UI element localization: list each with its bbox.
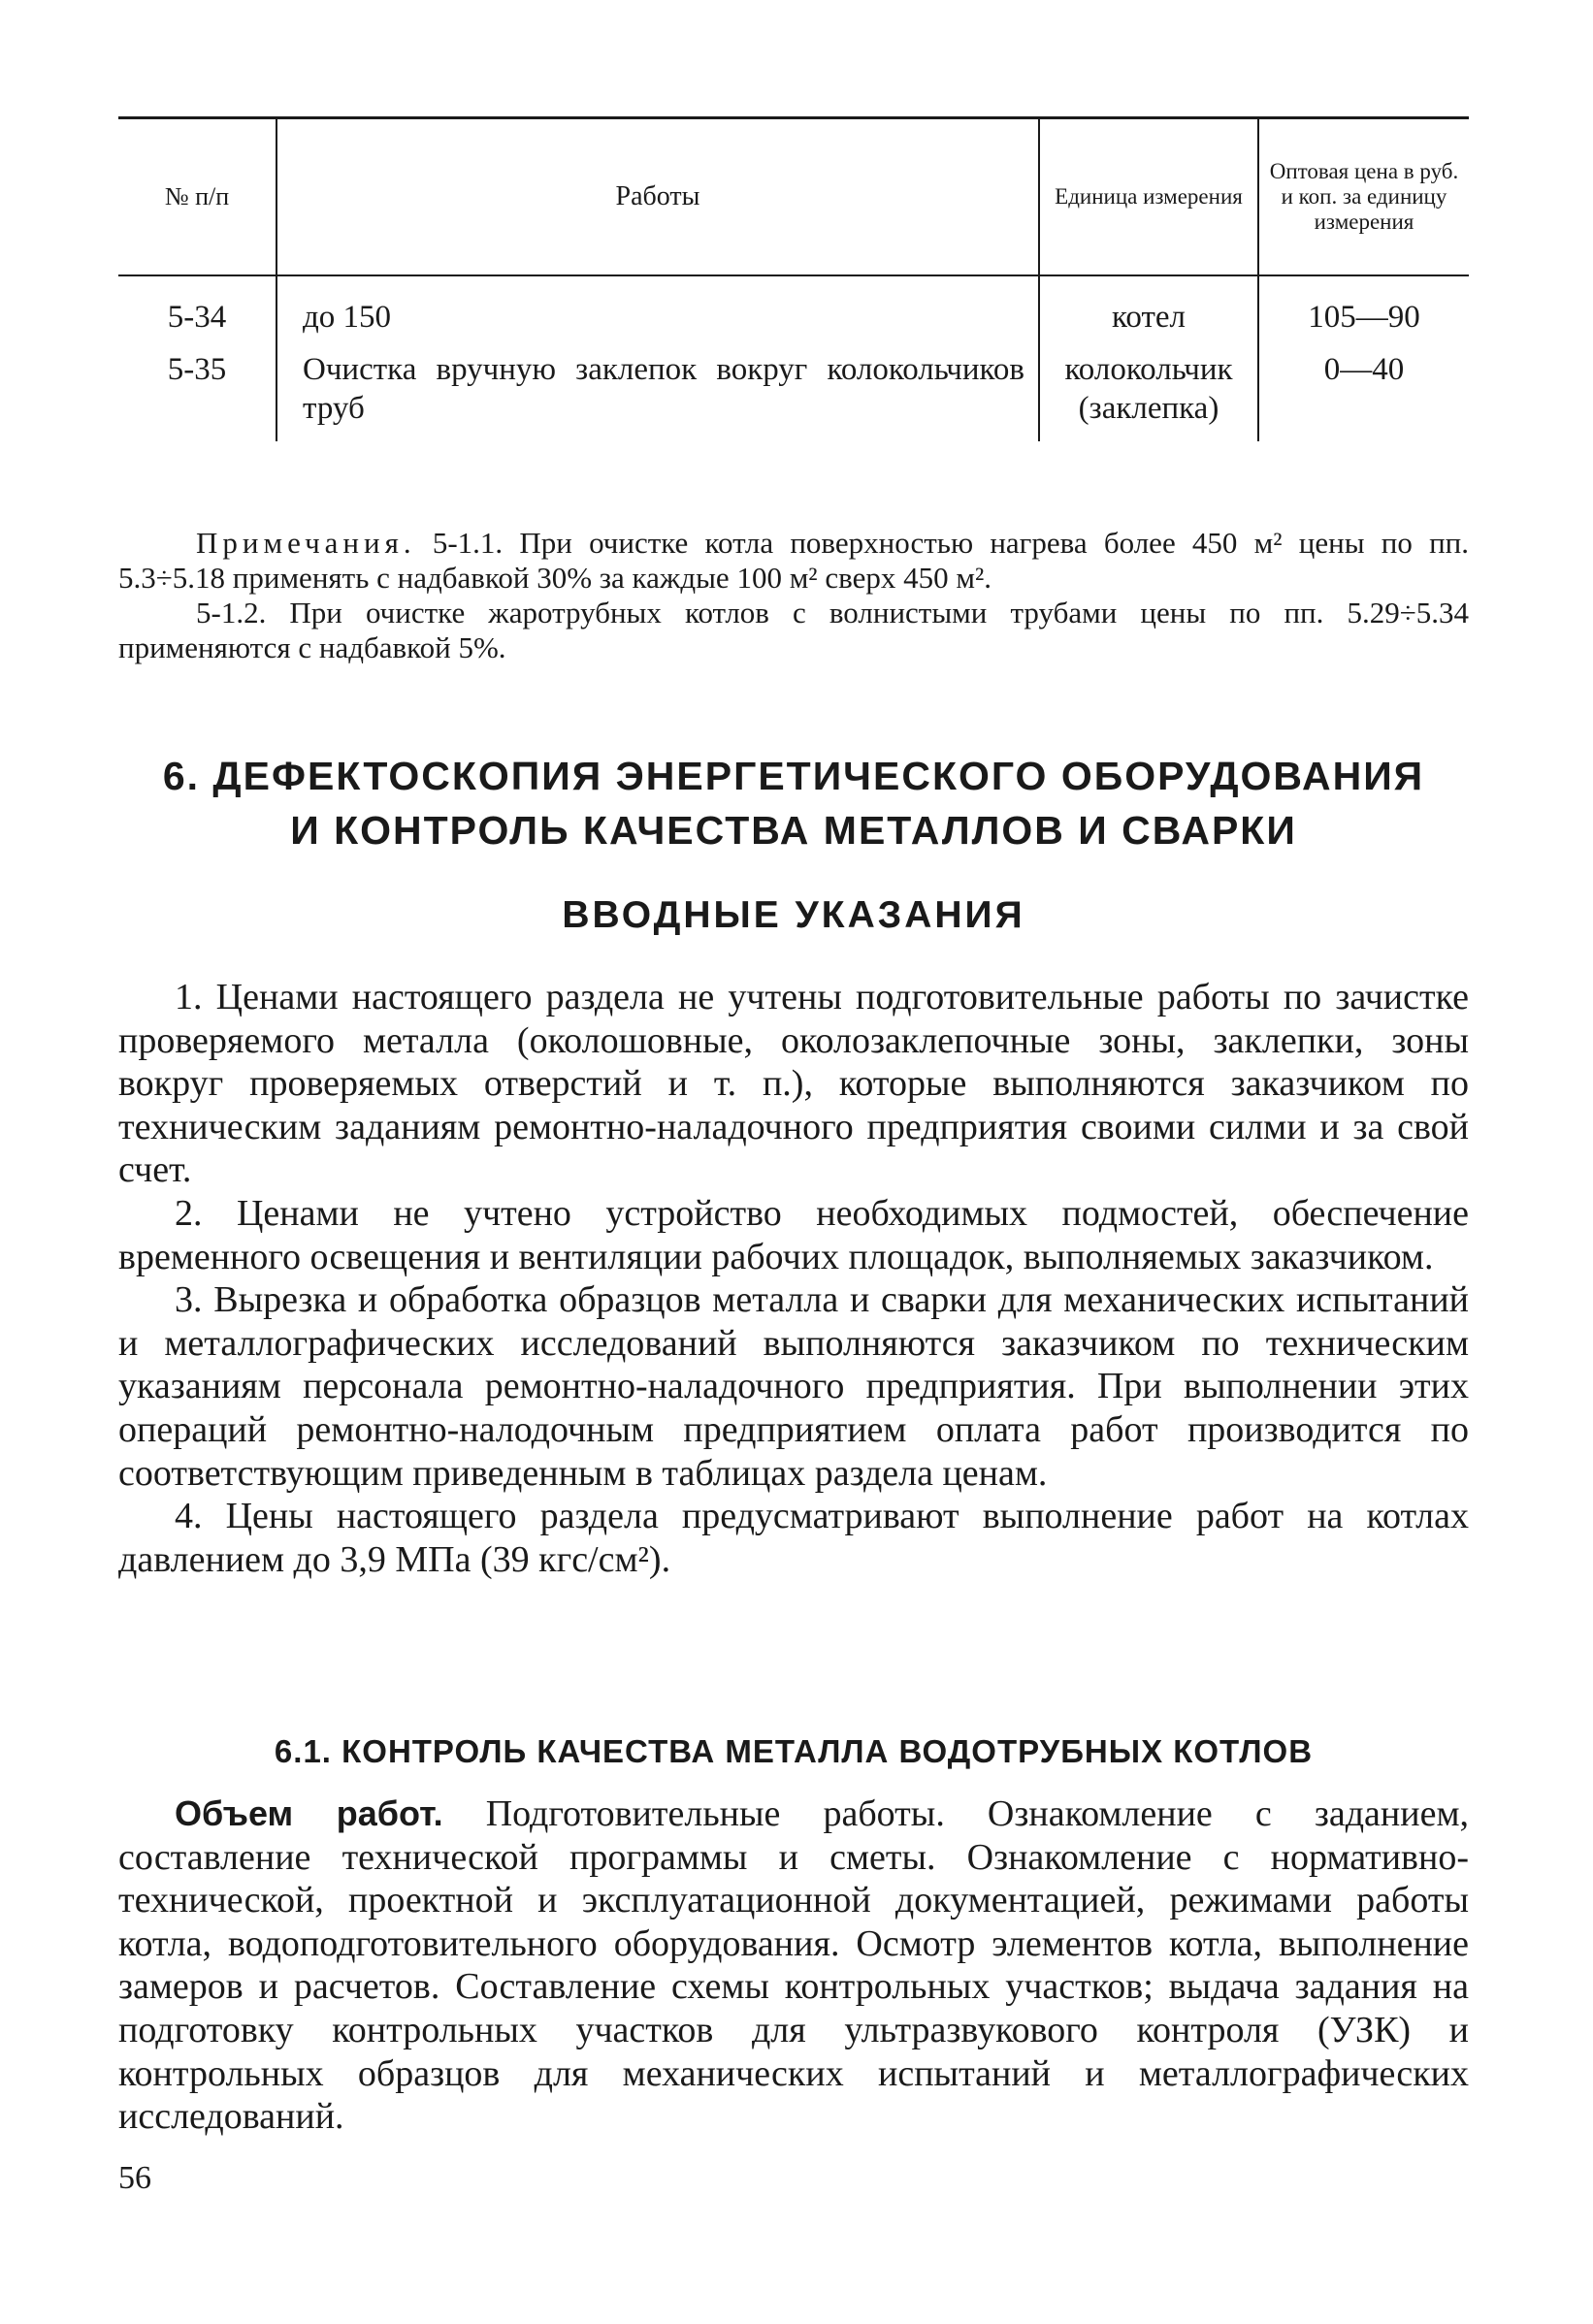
section-title-line-1: 6. ДЕФЕКТОСКОПИЯ ЭНЕРГЕТИЧЕСКОГО ОБОРУДОВАНИЯ: [162, 754, 1425, 798]
cell-number: 5-34: [167, 299, 227, 335]
header-work: Работы: [276, 118, 1039, 275]
paragraph: 4. Цены настоящего раздела предусматривают выполнение работ на котлах давлением до 3,9 МПа (39 кгс/см²).: [118, 1496, 1469, 1580]
note-2: 5-1.2. При очистке жаротрубных котлов с волнистыми трубами цены по пп. 5.29÷5.34 применяются с надбавкой 5%.: [118, 596, 1469, 664]
paragraph: 1. Ценами настоящего раздела не учтены подготовительные работы по зачистке проверяемого металла (околошовные, околозаклепочные зоны, заклепки, зоны вокруг проверяемых отверстий и т. п.), которые выполняются заказчиком по техническим заданиям ремонтно-наладочного предприятия своими силми и за свой счет.: [118, 977, 1469, 1191]
cell-price: 105—90: [1258, 275, 1469, 350]
note-1-text: 5-1.1. При очистке котла поверхностью нагрева более 450 м² цены по пп. 5.3÷5.18 применять с надбавкой 30% за каждые 100 м² сверх 450 м².: [118, 526, 1469, 595]
table-row: [118, 350, 1469, 441]
scope-text: Подготовительные работы. Ознакомление с заданием, составление технической программы и сметы. Ознакомление с нормативно-технической, проектной и эксплуатационной документацией, режимами работы котла, водоподготовительного оборудования. Осмотр элементов котла, выполнение замеров и расчетов. Составление схемы контрольных участков; выдача задания на подготовку контрольных участков для ультразвукового контроля (УЗК) и контрольных образцов для механических испытаний и металлографических исследований.: [118, 1793, 1469, 2138]
paragraph: 2. Ценами не учтено устройство необходимых подмостей, обеспечение временного освещения и вентиляции рабочих площадок, выполняемых заказчиком.: [118, 1192, 1469, 1277]
scope-of-work: [118, 1792, 1469, 2139]
cell-price: 0—40: [1258, 350, 1469, 441]
cell-work: Очистка вручную заклепок вокруг колокольчиков труб: [276, 350, 1039, 441]
intro-title: ВВОДНЫЕ УКАЗАНИЯ: [562, 894, 1025, 936]
price-table: [118, 116, 1469, 441]
header-price: Оптовая цена в руб. и коп. за единицу измерения: [1258, 118, 1469, 275]
header-unit: Единица измерения: [1039, 118, 1258, 275]
subsection-title: 6.1. КОНТРОЛЬ КАЧЕСТВА МЕТАЛЛА ВОДОТРУБНЫХ КОТЛОВ: [274, 1733, 1314, 1769]
price-table-container: [118, 116, 1469, 441]
scope-paragraph: [118, 1792, 1469, 2139]
section-title-line-2: И КОНТРОЛЬ КАЧЕСТВА МЕТАЛЛОВ И СВАРКИ: [290, 808, 1297, 853]
paragraph: 3. Вырезка и обработка образцов металла и сварки для механических испытаний и металлографических исследований выполняются заказчиком по техническим указаниям персонала ремонтно-наладочного предприятия. При выполнении этих операций ремонтно-налодочным предприятием оплата работ производится по соответствующим приведенным в таблицах раздела ценам.: [118, 1279, 1469, 1494]
scope-lead: Объем работ.: [175, 1793, 443, 1833]
intro-paragraphs: [118, 976, 1469, 1581]
page-number: 56: [118, 2160, 151, 2196]
note-1: [118, 526, 1469, 596]
table-header-row: [118, 118, 1469, 275]
cell-unit: котел: [1039, 275, 1258, 350]
cell-number: 5-35: [167, 351, 227, 387]
notes-label: Примечания.: [196, 526, 416, 560]
header-number: № п/п: [118, 118, 276, 275]
table-row: [118, 275, 1469, 350]
cell-unit: колокольчик (заклепка): [1039, 350, 1258, 441]
cell-work: до 150: [276, 275, 1039, 350]
section-title: [118, 749, 1469, 857]
table-notes: [118, 526, 1469, 665]
